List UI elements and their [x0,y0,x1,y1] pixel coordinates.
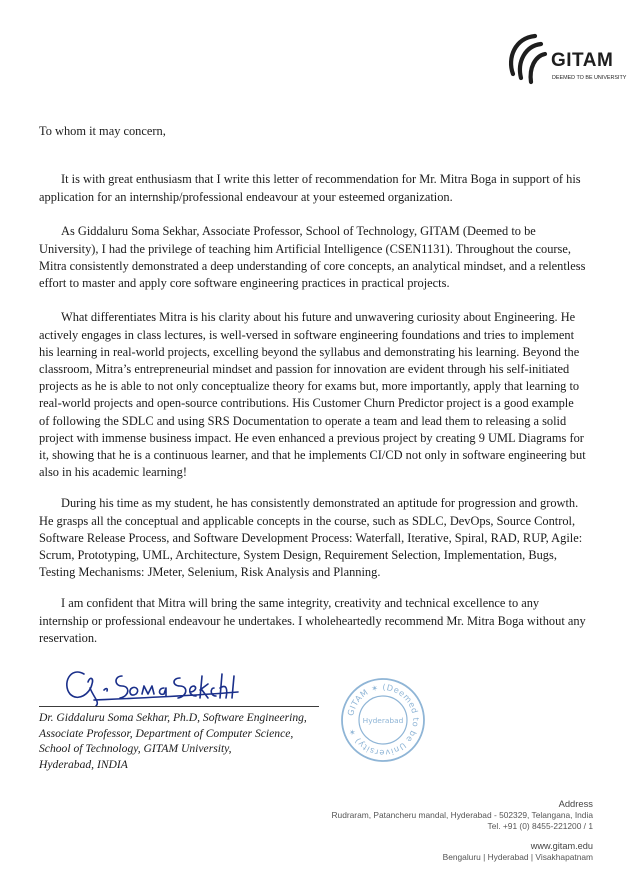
signatory-block [39,710,307,772]
signature-line [39,706,319,707]
campus-list: Bengaluru | Hyderabad | Visakhapatnam [442,852,593,862]
signatory-name: Dr. Giddaluru Soma Sekhar, Ph.D, Software Engineering, [39,711,307,724]
salutation: To whom it may concern, [39,124,166,138]
address-line: Rudraram, Patancheru mandal, Hyderabad - 502329, Telangana, India [331,809,593,820]
footer-address [331,798,593,864]
address-heading: Address [558,798,593,809]
signatory-school: School of Technology, GITAM University, [39,742,232,756]
paragraph-intro: It is with great enthusiasm that I write this letter of recommendation for Mr. Mitra Boga in support of his application for an internship/professional endeavour at your esteemed organization. [39,172,581,204]
gitam-emblem-icon [505,30,549,88]
paragraph-skills: During his time as my student, he has consistently demonstrated an aptitude for progression and growth. He grasps all the conceptual and applicable concepts in the course, such as SDLC, DevOps, Source Control, Software Release Process, and Software Development Process: Waterfall, Iterative, Spiral, RAD, RUP, Agile: Scrum, Prototyping, UML, Architecture, System Design, Requirement Selection, Implementation, Bugs, Testing Mechanisms: JMeter, Selenium, Risk Analysis and Planning. [39,496,583,580]
phone-line: Tel. +91 (0) 8455-221200 / 1 [487,821,593,831]
paragraph-background: As Giddaluru Soma Sekhar, Associate Professor, School of Technology, GITAM (Deemed to be University), I had the privilege of teaching him Artificial Intelligence (CSEN1131). Throughout the course, Mitra consistently demonstrated a deep understanding of core concepts, an analytical mindset, and a relentless effort to master and apply core software engineering practices in practical projects. [39,224,586,290]
logo-tagline: DEEMED TO BE UNIVERSITY [552,75,627,81]
signatory-location: Hyderabad, INDIA [39,757,128,771]
svg-text:Hyderabad: Hyderabad [362,716,404,725]
svg-text:GITAM ✶ (Deemed to be Univer: GITAM ✶ (Deemed to be University) ✶ [345,681,422,759]
university-seal [339,676,427,769]
website-link[interactable]: www.gitam.edu [530,840,593,851]
logo-wordmark: GITAM [551,50,614,71]
paragraph-differentiators: What differentiates Mitra is his clarity about his future and unwavering curiosity about Engineering. He actively engages in class lectures, is well-versed in software engineering foundations and tries to implement his learning in real-world projects, excelling beyond the syllabus and demonstrating his learning. Beyond the classroom, Mitra’s entrepreneurial mindset and passion for innovation are evident through his self-initiated projects as he is able to not only conceptualize theory for exams but, more importantly, apply that learning to real-world projects and open-source contributions. His Customer Churn Predictor project is a good example of following the SDLC and using SRS Documentation to operate a team and lead them to releasing a solid project with immense business impact. He even enhanced a previous project by creating 9 UML Diagrams for it, showing that he is a continuous learner, and that he implements CI/CD not only in software engineering but also in his academic learning! [39,310,586,480]
gitam-logo [505,30,627,90]
paragraph-closing: I am confident that Mitra will bring the same integrity, creativity and technical excellence to any internship or professional endeavour he undertakes. I wholeheartedly recommend Mr. Mitra Boga without any reservation. [39,596,586,645]
signatory-title: Associate Professor, Department of Computer Science, [39,726,294,740]
